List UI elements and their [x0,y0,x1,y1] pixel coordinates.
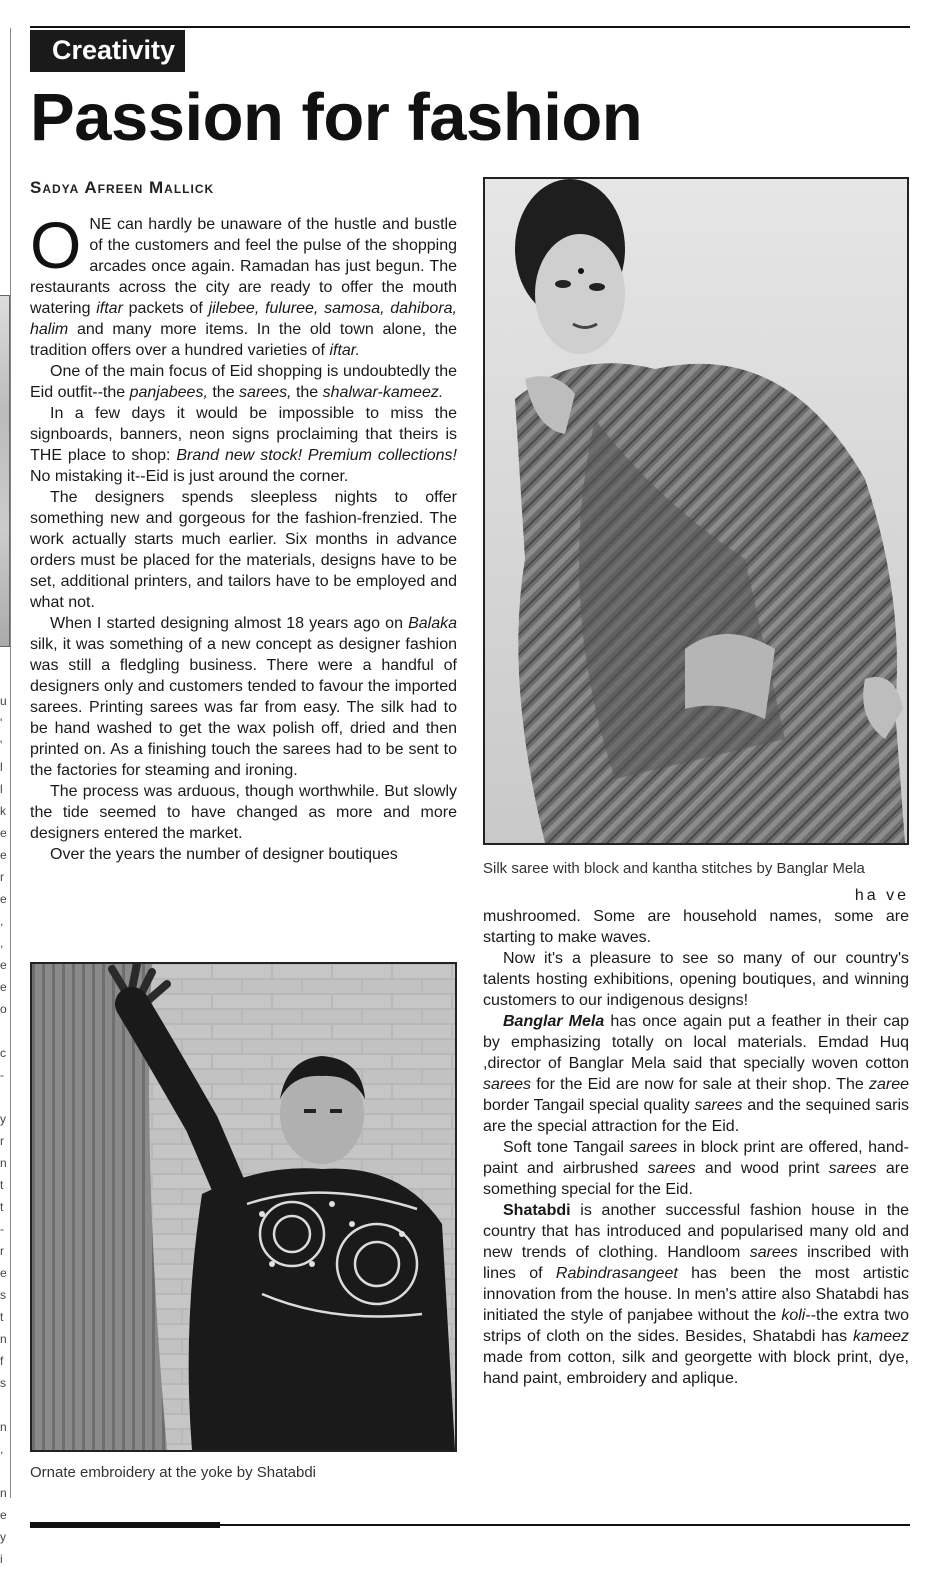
paragraph: Shatabdi is another successful fashion house in the country that has introduced and popularised many old and new trends of clothing. Handloom sarees inscribed with lines of Rabindrasangeet has been the most artistic innovation from the house. In men's attire also Shatabdi has initiated the style of panjabee without the koli--the extra two strips of cloth on the sides. Besides, Shatabdi has kameez made from cotton, silk and georgette with block print, dye, hand paint, embroidery and aplique. [483,1202,909,1387]
edge-letter: o [0,1002,7,1016]
paragraph: Over the years the number of designer boutiques [50,846,398,863]
edge-letter: k [0,804,6,818]
edge-letter: r [0,1134,4,1148]
edge-letter [0,1394,8,1416]
edge-letter: t [0,1178,4,1192]
edge-letter: e [0,848,7,862]
panjabee-photo-caption: Ornate embroidery at the yoke by Shatabdi [30,1464,316,1481]
paragraph: One of the main focus of Eid shopping is undoubtedly the Eid outfit--the panjabees, the sarees, the shalwar-kameez. [30,363,457,401]
hyphenated-word [483,885,909,906]
edge-letter: t [0,1200,4,1214]
paragraph: When I started designing almost 18 years ago on Balaka silk, it was something of a new concept as designer fashion was still a fledgling business. There were a handful of designers only and customers tended to favour the imported sarees. Printing sarees was far from easy. The silk had to be hand washed to get the wax polish off, dried and then printed on. As a finishing touch the sarees had to be sent to the factories for steaming and ironing. [30,615,457,779]
paragraph: The designers spends sleepless nights to offer something new and gorgeous for the fashion-frenzied. The work actually starts much earlier. Six months in advance orders must be placed for the materials, designs have to be set, additional printers, and tailors have to be employed and what not. [30,489,457,611]
edge-letter: n [0,1486,7,1500]
edge-letter: r [0,870,4,884]
edge-letter: - [0,1222,4,1236]
panjabee-model-photo [30,962,457,1452]
paragraph: The process was arduous, though worthwhile. But slowly the tide seemed to have changed as more and more designers entered the market. [30,783,457,842]
paragraph: In a few days it would be impossible to miss the signboards, banners, neon signs proclaiming that theirs is THE place to shop: Brand new stock! Premium collections! No mistaking it--Eid is just around the corner. [30,405,457,485]
hyphenated-word-start: ha [854,887,879,904]
edge-letter: n [0,1156,7,1170]
saree-photo-caption: Silk saree with block and kantha stitches by Banglar Mela [483,860,865,877]
edge-letter: s [0,1376,6,1390]
column-divider [10,28,11,1498]
paragraph: Now it's a pleasure to see so many of our country's talents hosting exhibitions, opening boutiques, and winning customers to our indigenous designs! [483,950,909,1009]
edge-letter: c [0,1046,6,1060]
paragraph: Banglar Mela has once again put a feather in their cap by emphasizing totally on local materials. Emdad Huq ,director of Banglar Mela said that specially woven cotton sarees for the Eid are now for sale at their shop. The zaree border Tangail special quality sarees and the sequined saris are the special attraction for the Eid. [483,1013,909,1135]
adjacent-text-fragment [0,690,8,1570]
edge-letter: u [0,694,7,708]
edge-letter: - [0,1068,4,1082]
byline: Sadya Afreen Mallick [30,178,215,197]
edge-letter: , [0,914,4,928]
article-column-right [483,885,909,1389]
edge-letter: l [0,760,3,774]
edge-letter: n [0,1332,7,1346]
paragraph: mushroomed. Some are household names, some are starting to make waves. [483,908,909,946]
edge-letter: n [0,1420,7,1434]
edge-letter: ' [0,738,3,752]
edge-letter: y [0,1530,6,1544]
edge-letter: e [0,826,7,840]
headline: Passion for fashion [30,80,643,155]
edge-letter: f [0,1354,4,1368]
drop-cap: O [30,208,82,282]
saree-model-photo [483,177,909,845]
top-rule [30,26,910,28]
edge-letter: e [0,1508,7,1522]
edge-letter: e [0,980,7,994]
edge-letter: ' [0,716,3,730]
edge-letter: i [0,1552,3,1566]
edge-letter: e [0,958,7,972]
edge-letter: , [0,1442,4,1456]
edge-letter: r [0,1244,4,1258]
adjacent-page-edge [0,0,12,1566]
edge-letter: , [0,936,4,950]
edge-letter [0,1020,8,1042]
edge-letter: t [0,1310,4,1324]
article-column-left [30,208,458,865]
bottom-rule [30,1524,910,1526]
adjacent-photo-fragment [0,295,10,647]
edge-letter: y [0,1112,6,1126]
section-tag: Creativity [30,30,185,72]
edge-letter: s [0,1288,6,1302]
edge-letter: l [0,782,3,796]
edge-letter: e [0,1266,7,1280]
paragraph: Soft tone Tangail sarees in block print are offered, hand-paint and airbrushed sarees and wood print sarees are something special for the Eid. [483,1139,909,1198]
paragraph: ONE can hardly be unaware of the hustle and bustle of the customers and feel the pulse of the shopping arcades once again. Ramadan has just begun. The restaurants across the city are ready to offer the mouth watering iftar packets of jilebee, fuluree, samosa, dahibora, halim and many more items. In the old town alone, the tradition offers over a hundred varieties of iftar. [30,208,458,359]
edge-letter: e [0,892,7,906]
edge-letter [0,1086,8,1108]
edge-letter [0,1460,8,1482]
hyphenated-word-end: ve [886,887,909,904]
